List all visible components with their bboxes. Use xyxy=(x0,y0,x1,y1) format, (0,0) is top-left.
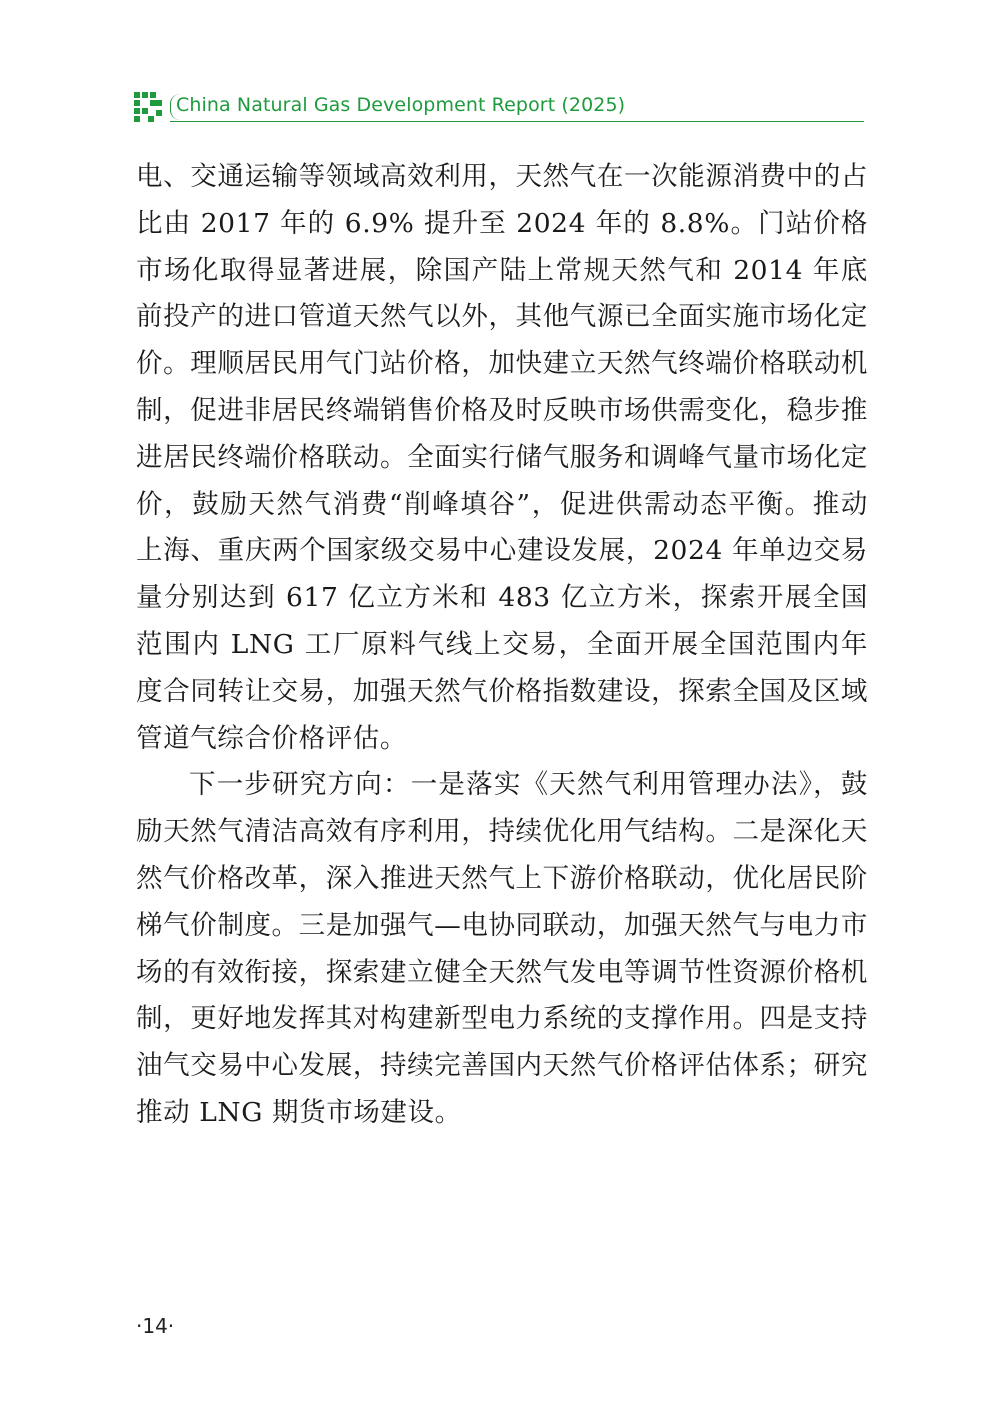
main-text xyxy=(136,154,868,1137)
report-title: China Natural Gas Development Report (2025) xyxy=(176,94,626,116)
paragraph-1: 电、交通运输等领域高效利用，天然气在一次能源消费中的占比由 2017 年的 6.9% 提升至 2024 年的 8.8%。门站价格市场化取得显著进展，除国产陆上常规天然气和 2014 年底前投产的进口管道天然气以外，其他气源已全面实施市场化定价。理顺居民用气门站价格，加快建立天然气终端价格联动机制，促进非居民终端销售价格及时反映市场供需变化，稳步推进居民终端价格联动。全面实行储气服务和调峰气量市场化定价，鼓励天然气消费“削峰填谷”，促进供需动态平衡。推动上海、重庆两个国家级交易中心建设发展，2024 年单边交易量分别达到 617 亿立方米和 483 亿立方米，探索开展全国范围内 LNG 工厂原料气线上交易，全面开展全国范围内年度合同转让交易，加强天然气价格指数建设，探索全国及区域管道气综合价格评估。 xyxy=(136,161,868,754)
report-logo-icon xyxy=(134,92,162,122)
running-header xyxy=(134,92,864,126)
page-number: ·14· xyxy=(136,1314,175,1338)
paragraph-2: 下一步研究方向：一是落实《天然气利用管理办法》，鼓励天然气清洁高效有序利用，持续优化用气结构。二是深化天然气价格改革，深入推进天然气上下游价格联动，优化居民阶梯气价制度。三是加强气—电协同联动，加强天然气与电力市场的有效衔接，探索建立健全天然气发电等调节性资源价格机制，更好地发挥其对构建新型电力系统的支撑作用。四是支持油气交易中心发展，持续完善国内天然气价格评估体系；研究推动 LNG 期货市场建设。 xyxy=(136,769,868,1128)
header-rule xyxy=(170,121,864,122)
